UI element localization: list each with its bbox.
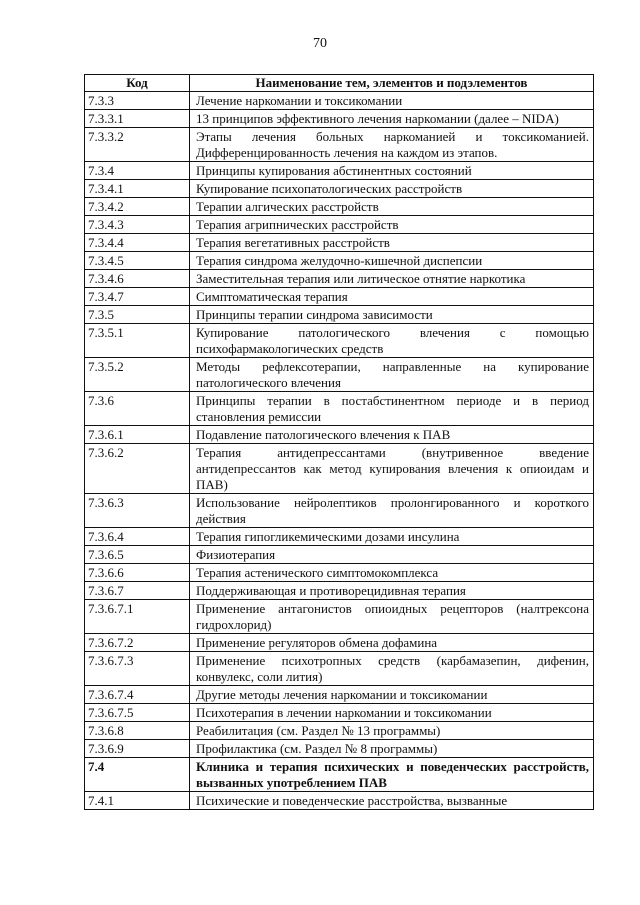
row-title: Применение регуляторов обмена дофамина	[190, 634, 594, 652]
row-title: Принципы терапии в постабстинентном периоде и в период становления ремиссии	[190, 392, 594, 426]
table-row	[85, 600, 594, 634]
row-title: Психические и поведенческие расстройства, вызванные	[190, 792, 594, 810]
row-title: Принципы терапии синдрома зависимости	[190, 306, 594, 324]
table-row	[85, 652, 594, 686]
row-code: 7.4.1	[85, 792, 190, 810]
row-title: Лечение наркомании и токсикомании	[190, 92, 594, 110]
row-title: Симптоматическая терапия	[190, 288, 594, 306]
row-code: 7.3.4.7	[85, 288, 190, 306]
row-title: Купирование психопатологических расстройств	[190, 180, 594, 198]
row-code: 7.3.6.7.2	[85, 634, 190, 652]
row-code: 7.3.6.9	[85, 740, 190, 758]
table-row	[85, 110, 594, 128]
row-code: 7.3.4	[85, 162, 190, 180]
column-header-code: Код	[85, 75, 190, 92]
table-header-row	[85, 75, 594, 92]
table-row	[85, 758, 594, 792]
row-title: Использование нейролептиков пролонгированного и короткого действия	[190, 494, 594, 528]
row-title: Поддерживающая и противорецидивная терапия	[190, 582, 594, 600]
page-number: 70	[313, 36, 327, 51]
curriculum-table	[84, 74, 594, 810]
row-code: 7.3.5.2	[85, 358, 190, 392]
row-code: 7.3.4.2	[85, 198, 190, 216]
table-body	[85, 92, 594, 810]
table-row	[85, 444, 594, 494]
row-title: Терапии алгических расстройств	[190, 198, 594, 216]
row-title: Подавление патологического влечения к ПАВ	[190, 426, 594, 444]
row-code: 7.3.3.1	[85, 110, 190, 128]
table-row	[85, 288, 594, 306]
row-code: 7.3.3.2	[85, 128, 190, 162]
row-code: 7.3.3	[85, 92, 190, 110]
table-row	[85, 180, 594, 198]
row-code: 7.3.6.7	[85, 582, 190, 600]
row-title: Применение психотропных средств (карбамазепин, дифенин, конвулекс, соли лития)	[190, 652, 594, 686]
table-row	[85, 162, 594, 180]
row-title: Клиника и терапия психических и поведенческих расстройств, вызванных употреблением ПАВ	[190, 758, 594, 792]
row-code: 7.3.5.1	[85, 324, 190, 358]
row-title: Этапы лечения больных наркоманией и токсикоманией. Дифференцированность лечения на каждом из этапов.	[190, 128, 594, 162]
table-row	[85, 704, 594, 722]
row-title: Физиотерапия	[190, 546, 594, 564]
table-row	[85, 270, 594, 288]
table-row	[85, 792, 594, 810]
row-title: Профилактика (см. Раздел № 8 программы)	[190, 740, 594, 758]
row-code: 7.3.6.1	[85, 426, 190, 444]
row-code: 7.3.4.4	[85, 234, 190, 252]
table-row	[85, 722, 594, 740]
table-row	[85, 494, 594, 528]
row-title: 13 принципов эффективного лечения наркомании (далее – NIDA)	[190, 110, 594, 128]
row-code: 7.3.6.3	[85, 494, 190, 528]
table-row	[85, 564, 594, 582]
row-code: 7.3.6	[85, 392, 190, 426]
table-row	[85, 216, 594, 234]
table-row	[85, 306, 594, 324]
row-code: 7.3.4.5	[85, 252, 190, 270]
row-code: 7.3.6.7.3	[85, 652, 190, 686]
table-row	[85, 582, 594, 600]
row-code: 7.3.5	[85, 306, 190, 324]
table-row	[85, 234, 594, 252]
table-row	[85, 546, 594, 564]
row-title: Реабилитация (см. Раздел № 13 программы)	[190, 722, 594, 740]
table-row	[85, 128, 594, 162]
row-code: 7.3.6.7.4	[85, 686, 190, 704]
row-title: Терапия синдрома желудочно-кишечной диспепсии	[190, 252, 594, 270]
row-code: 7.3.6.6	[85, 564, 190, 582]
row-title: Методы рефлексотерапии, направленные на купирование патологического влечения	[190, 358, 594, 392]
row-title: Другие методы лечения наркомании и токсикомании	[190, 686, 594, 704]
row-title: Заместительная терапия или литическое отнятие наркотика	[190, 270, 594, 288]
row-title: Терапия агрипнических расстройств	[190, 216, 594, 234]
row-code: 7.3.4.6	[85, 270, 190, 288]
table-row	[85, 528, 594, 546]
table-row	[85, 252, 594, 270]
row-code: 7.3.4.3	[85, 216, 190, 234]
row-title: Купирование патологического влечения с помощью психофармакологических средств	[190, 324, 594, 358]
row-title: Принципы купирования абстинентных состояний	[190, 162, 594, 180]
row-title: Психотерапия в лечении наркомании и токсикомании	[190, 704, 594, 722]
row-title: Терапия гипогликемическими дозами инсулина	[190, 528, 594, 546]
row-title: Терапия вегетативных расстройств	[190, 234, 594, 252]
row-code: 7.4	[85, 758, 190, 792]
row-code: 7.3.6.7.5	[85, 704, 190, 722]
column-header-name: Наименование тем, элементов и подэлементов	[190, 75, 594, 92]
table-row	[85, 634, 594, 652]
table-row	[85, 358, 594, 392]
row-title: Терапия астенического симптомокомплекса	[190, 564, 594, 582]
table-row	[85, 198, 594, 216]
table-row	[85, 686, 594, 704]
row-code: 7.3.4.1	[85, 180, 190, 198]
table-row	[85, 392, 594, 426]
table-row	[85, 324, 594, 358]
row-code: 7.3.6.5	[85, 546, 190, 564]
table-row	[85, 92, 594, 110]
row-code: 7.3.6.8	[85, 722, 190, 740]
table-row	[85, 426, 594, 444]
row-code: 7.3.6.7.1	[85, 600, 190, 634]
row-code: 7.3.6.4	[85, 528, 190, 546]
row-title: Терапия антидепрессантами (внутривенное введение антидепрессантов как метод купирования влечения к опиоидам и ПАВ)	[190, 444, 594, 494]
row-code: 7.3.6.2	[85, 444, 190, 494]
row-title: Применение антагонистов опиоидных рецепторов (налтрексона гидрохлорид)	[190, 600, 594, 634]
table-row	[85, 740, 594, 758]
